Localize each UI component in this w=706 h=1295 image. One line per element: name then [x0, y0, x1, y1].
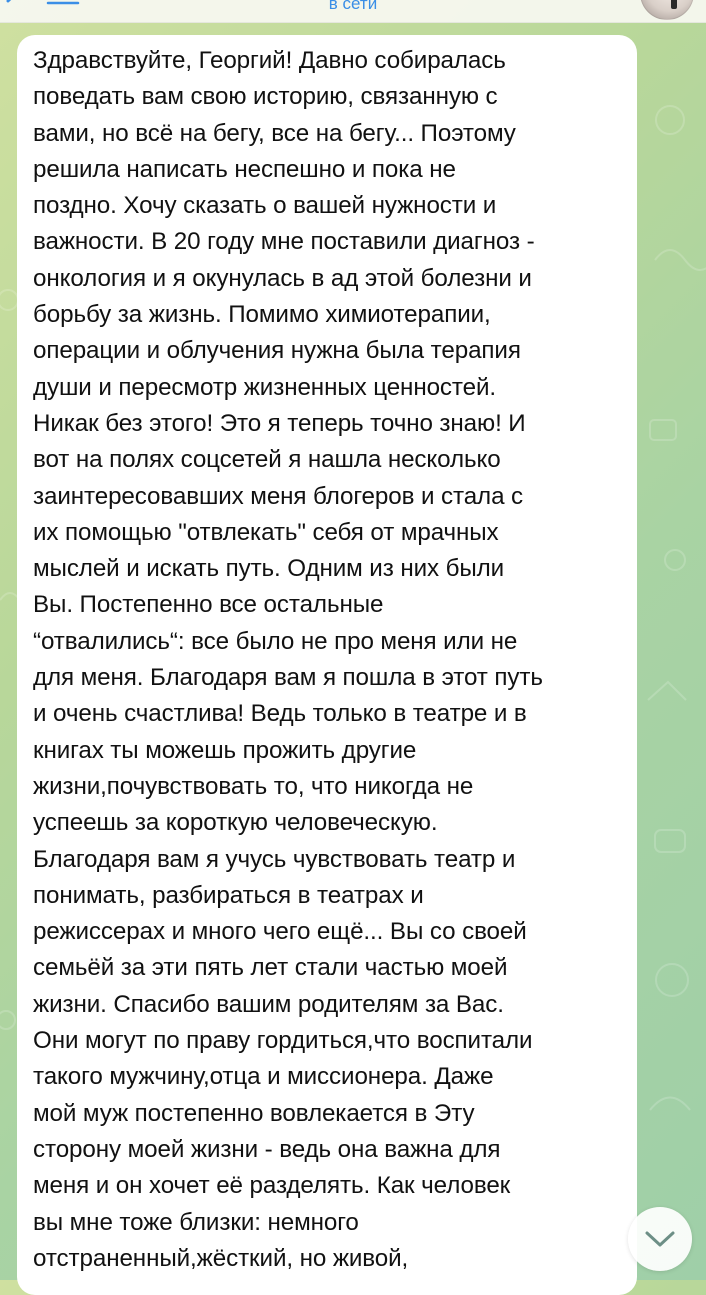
chat-header — [0, 0, 706, 23]
message-bubble[interactable] — [17, 35, 637, 1295]
contact-status: в сети — [328, 0, 378, 13]
chevron-down-icon — [643, 1229, 677, 1249]
contact-avatar[interactable] — [640, 0, 694, 20]
scroll-down-button[interactable] — [628, 1207, 692, 1271]
message-text: Здравствуйте, Георгий! Давно собиралась поведать вам свою историю, связанную с вами, но всё на бегу, все на бегу... Поэтому решила написать неспешно и пока не поздно. Хочу сказать о вашей нужности и важности. В 20 году мне поставили диагноз - онкология и я окунулась в ад этой болезни и борьбу за жизнь. Помимо химиотерапии, операции и облучения нужна была терапия души и пересмотр жизненных ценностей. Никак без этого! Это я теперь точно знаю! И вот на полях соцсетей я нашла несколько заинтересовавших меня блогеров и стала с их помощью "отвлекать" себя от мрачных мыслей и искать путь. Одним из них были Вы. Постепенно все остальные “отвалились“: все было не про меня или не для меня. Благодаря вам я пошла в этот путь и очень счастлива! Ведь только в театре и в книгах ты можешь прожить другие жизни,почувствовать то, что никогда не успеешь за короткую человеческую. Благодаря вам я учусь чувствовать театр и понимать, разбираться в театрах и режиссерах и много чего ещё... Вы со своей семьёй за эти пять лет стали частью моей жизни. Спасибо вашим родителям за Вас. Они могут по праву гордиться,что воспитали такого мужчину,отца и миссионера. Даже мой муж постепенно вовлекается в Эту сторону моей жизни - ведь она важна для меня и он хочет её разделять. Как человек вы мне тоже близки: немного отстраненный,жёсткий, но живой, — [33, 47, 543, 1272]
